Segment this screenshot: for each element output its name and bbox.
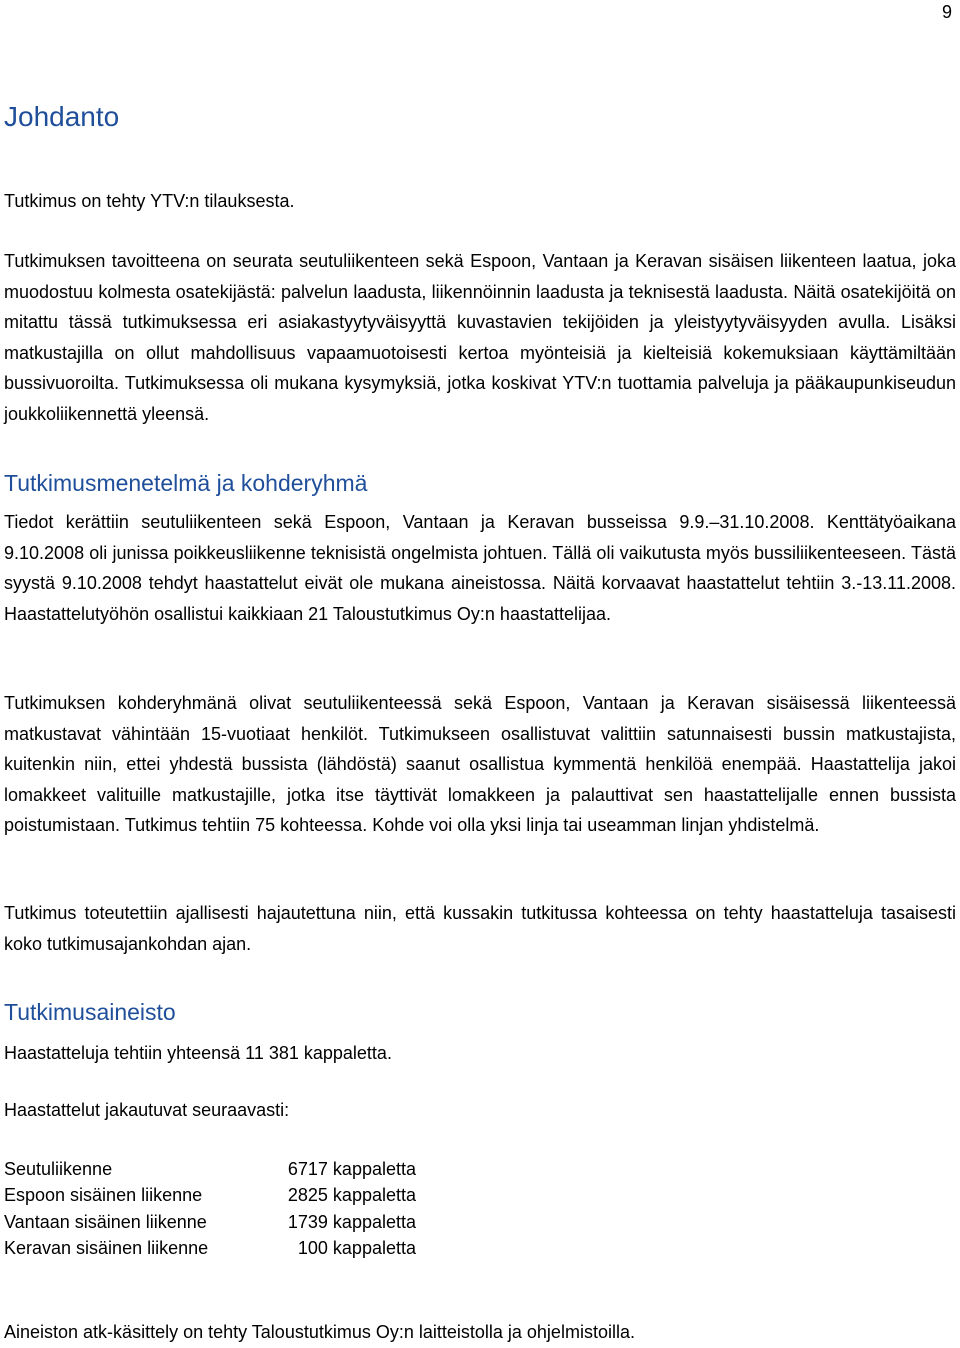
row-label: Espoon sisäinen liikenne bbox=[4, 1185, 203, 1206]
table-row bbox=[4, 1182, 416, 1208]
method-paragraph-2-block bbox=[4, 688, 956, 841]
row-label: Seutuliikenne bbox=[4, 1159, 113, 1179]
data-paragraph-3-block bbox=[4, 1317, 956, 1348]
method-paragraph-1-block bbox=[4, 507, 956, 629]
table-row bbox=[4, 1235, 416, 1261]
heading-johdanto: Johdanto bbox=[4, 101, 120, 132]
heading-method: Tutkimusmenetelmä ja kohderyhmä bbox=[4, 470, 368, 496]
data-paragraph-3: Aineiston atk-käsittely on tehty Taloustutkimus Oy:n laitteistolla ja ohjelmistoilla. bbox=[4, 1322, 635, 1342]
data-paragraph-2-block bbox=[4, 1095, 956, 1126]
data-paragraph-1: Haastatteluja tehtiin yhteensä 11 381 kappaletta. bbox=[4, 1043, 392, 1063]
method-paragraph-1: Tiedot kerättiin seutuliikenteen sekä Espoon, Vantaan ja Keravan busseissa 9.9.–31.10.2008. Kenttätyöaikana 9.10.2008 oli junissa poikkeusliikenne teknisistä ongelmista johtuen. Tällä oli vaikutusta myös bussiliikenteeseen. Tästä syystä 9.10.2008 tehdyt haastattelut eivät ole mukana aineistossa. Näitä korvaavat haastattelut tehtiin 3.-13.11.2008. Haastattelutyöhön osallistui kaikkiaan 21 Taloustutkimus Oy:n haastattelijaa. bbox=[4, 512, 956, 624]
data-heading-block bbox=[4, 999, 956, 1026]
method-paragraph-2: Tutkimuksen kohderyhmänä olivat seutuliikenteessä sekä Espoon, Vantaan ja Keravan sisäisessä liikenteessä matkustavat vähintään 15-vuotiaat henkilöt. Tutkimukseen osallistuvat valittiin satunnaisesti bussin matkustajista, kuitenkin niin, ettei yhdestä bussista (lähdöstä) saanut osallistua kymmentä henkilöä enempää. Haastattelija jakoi lomakkeet valituille matkustajille, jotka itse täyttivät lomakkeen ja palauttivat sen haastattelijalle ennen bussista poistumistaan. Tutkimus tehtiin 75 kohteessa. Kohde voi olla yksi linja tai useamman linjan yhdistelmä. bbox=[4, 693, 956, 835]
page-number: 9 bbox=[941, 2, 952, 22]
row-value: 2825 kappaletta bbox=[287, 1185, 416, 1206]
intro-paragraph-1-block bbox=[4, 186, 956, 217]
data-paragraph-1-block bbox=[4, 1038, 956, 1069]
method-heading-block bbox=[4, 470, 956, 497]
intro-paragraph-2: Tutkimuksen tavoitteena on seurata seutuliikenteen sekä Espoon, Vantaan ja Keravan sisäisen liikenteen laatua, joka muodostuu kolmesta osatekijästä: palvelun laadusta, liikennöinnin laadusta ja teknisestä laadusta. Näitä osatekijöitä on mitattu tässä tutkimuksessa eri asiakastyytyväisyyttä kuvastavien tekijöiden ja yleistyytyväisyyden avulla. Lisäksi matkustajilla on ollut mahdollisuus vapaamuotoisesti kertoa myönteisiä ja kielteisiä kokemuksiaan käyttämiltään bussivuoroilta. Tutkimuksessa oli mukana kysymyksiä, jotka koskivat YTV:n tuottamia palveluja ja pääkaupunkiseudun joukkoliikennettä yleensä. bbox=[4, 251, 956, 424]
intro-paragraph-2-block bbox=[4, 246, 956, 429]
row-value: 1739 kappaletta bbox=[287, 1211, 416, 1232]
row-label: Vantaan sisäinen liikenne bbox=[4, 1211, 207, 1232]
heading-data: Tutkimusaineisto bbox=[4, 999, 176, 1025]
intro-paragraph-1: Tutkimus on tehty YTV:n tilauksesta. bbox=[4, 191, 295, 211]
counts-table bbox=[4, 1156, 416, 1261]
method-paragraph-3: Tutkimus toteutettiin ajallisesti hajautettuna niin, että kussakin tutkitussa kohteessa on tehty haastatteluja tasaisesti koko tutkimusajankohdan ajan. bbox=[4, 903, 956, 954]
row-label: Keravan sisäinen liikenne bbox=[4, 1237, 209, 1258]
table-row bbox=[4, 1156, 416, 1182]
data-paragraph-2: Haastattelut jakautuvat seuraavasti: bbox=[4, 1100, 290, 1120]
counts-table-block bbox=[4, 1156, 956, 1261]
table-row bbox=[4, 1209, 416, 1235]
method-paragraph-3-block bbox=[4, 898, 956, 959]
row-value: 6717 kappaletta bbox=[287, 1159, 416, 1179]
row-value: 100 kappaletta bbox=[297, 1237, 416, 1258]
